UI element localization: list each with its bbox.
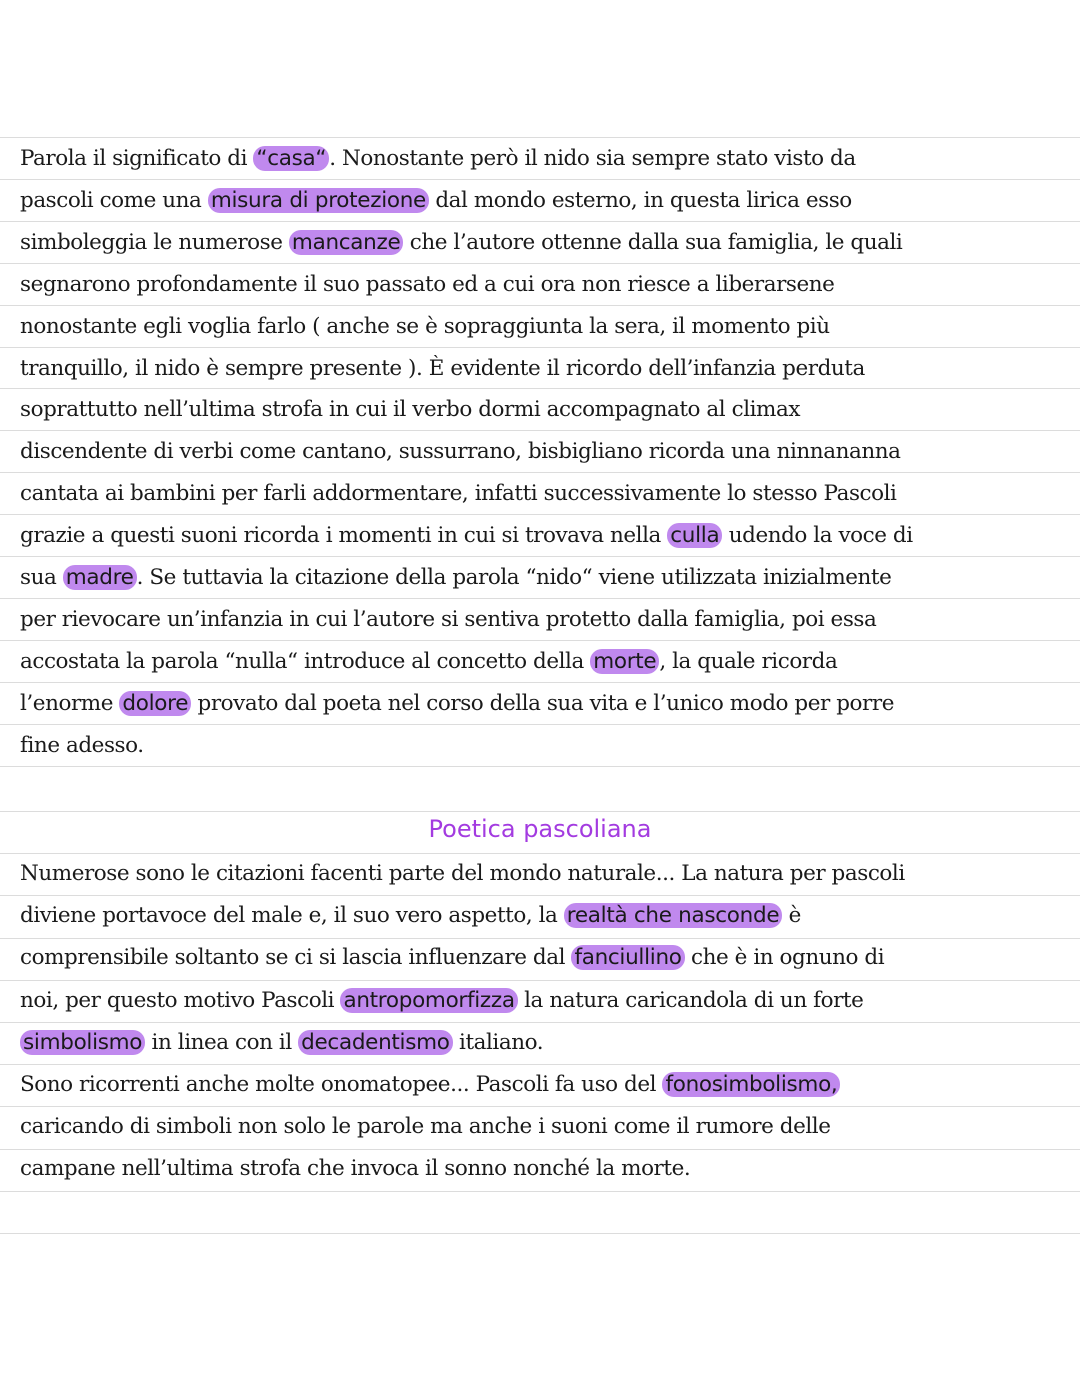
text-line xyxy=(20,683,1072,725)
text-run: discendente di verbi come cantano, sussurrano, bisbigliano ricorda una ninnananna xyxy=(20,439,901,464)
ruled-line xyxy=(0,1233,1080,1234)
highlighted-term: culla xyxy=(667,523,722,548)
text-run: udendo la voce di xyxy=(722,523,913,548)
highlighted-term: mancanze xyxy=(289,230,403,255)
text-line xyxy=(20,515,1072,557)
text-run: che è in ognuno di xyxy=(684,945,885,970)
text-run: simboleggia le numerose xyxy=(20,230,289,255)
text-line xyxy=(20,980,1072,1022)
text-run: diviene portavoce del male e, il suo vero aspetto, la xyxy=(20,903,564,928)
text-line xyxy=(20,180,1072,222)
text-line xyxy=(20,599,1072,641)
text-run: soprattutto nell’ultima strofa in cui il verbo dormi accompagnato al climax xyxy=(20,397,801,422)
text-line xyxy=(20,389,1072,431)
text-run: fine adesso. xyxy=(20,733,144,758)
text-run: provato dal poeta nel corso della sua vita e l’unico modo per porre xyxy=(191,691,894,716)
text-line xyxy=(20,264,1072,306)
text-run: l’enorme xyxy=(20,691,120,716)
text-run: Parola il significato di xyxy=(20,146,254,171)
text-run: è xyxy=(782,903,801,928)
text-run: segnarono profondamente il suo passato ed a cui ora non riesce a liberarsene xyxy=(20,272,835,297)
highlighted-term: fonosimbolismo, xyxy=(662,1072,840,1097)
text-run: grazie a questi suoni ricorda i momenti in cui si trovava nella xyxy=(20,523,668,548)
text-run: dal mondo esterno, in questa lirica esso xyxy=(428,188,852,213)
text-line xyxy=(20,725,1072,767)
highlighted-term: madre xyxy=(63,565,137,590)
highlighted-term: antropomorfizza xyxy=(340,988,517,1013)
text-run: . Se tuttavia la citazione della parola “nido“ viene utilizzata inizialmente xyxy=(136,565,892,590)
text-run: Sono ricorrenti anche molte onomatopee... Pascoli fa uso del xyxy=(20,1072,663,1097)
text-line xyxy=(20,937,1072,979)
text-run: . Nonostante però il nido sia sempre stato visto da xyxy=(329,146,856,171)
text-run: la natura caricandola di un forte xyxy=(517,988,864,1013)
text-line xyxy=(20,138,1072,180)
text-run: sua xyxy=(20,565,63,590)
highlighted-term: realtà che nasconde xyxy=(564,903,782,928)
highlighted-term: dolore xyxy=(119,691,191,716)
text-run: nonostante egli voglia farlo ( anche se è sopraggiunta la sera, il momento più xyxy=(20,314,830,339)
text-run: campane nell’ultima strofa che invoca il sonno nonché la morte. xyxy=(20,1156,691,1181)
highlighted-term: “casa“ xyxy=(253,146,329,171)
highlighted-term: morte xyxy=(590,649,659,674)
text-line xyxy=(20,222,1072,264)
text-run: caricando di simboli non solo le parole ma anche i suoni come il rumore delle xyxy=(20,1114,831,1139)
text-line xyxy=(20,348,1072,390)
text-run: in linea con il xyxy=(145,1030,299,1055)
highlighted-term: fanciullino xyxy=(571,945,684,970)
section-title: Poetica pascoliana xyxy=(428,815,652,843)
highlighted-term: simbolismo xyxy=(20,1030,145,1055)
text-line xyxy=(20,1022,1072,1064)
highlighted-term: misura di protezione xyxy=(208,188,429,213)
text-line xyxy=(20,306,1072,348)
text-line xyxy=(20,1106,1072,1148)
text-run: cantata ai bambini per farli addormentare, infatti successivamente lo stesso Pascoli xyxy=(20,481,897,506)
text-run: accostata la parola “nulla“ introduce al concetto della xyxy=(20,649,591,674)
text-line xyxy=(20,473,1072,515)
text-run: pascoli come una xyxy=(20,188,208,213)
text-line xyxy=(20,557,1072,599)
text-run: , la quale ricorda xyxy=(659,649,838,674)
text-run: per rievocare un’infanzia in cui l’autore si sentiva protetto dalla famiglia, poi essa xyxy=(20,607,877,632)
text-run: comprensibile soltanto se ci si lascia influenzare dal xyxy=(20,945,572,970)
text-line xyxy=(20,431,1072,473)
ruled-line xyxy=(0,1191,1080,1192)
text-run: tranquillo, il nido è sempre presente ). È evidente il ricordo dell’infanzia perduta xyxy=(20,356,865,381)
text-run: che l’autore ottenne dalla sua famiglia, le quali xyxy=(403,230,903,255)
text-line xyxy=(20,853,1072,895)
text-run: noi, per questo motivo Pascoli xyxy=(20,988,341,1013)
text-line xyxy=(20,1148,1072,1190)
highlighted-term: decadentismo xyxy=(298,1030,452,1055)
text-line xyxy=(20,641,1072,683)
text-run: italiano. xyxy=(452,1030,544,1055)
text-line xyxy=(20,895,1072,937)
text-run: Numerose sono le citazioni facenti parte del mondo naturale... La natura per pascoli xyxy=(20,861,905,886)
text-line xyxy=(20,1064,1072,1106)
